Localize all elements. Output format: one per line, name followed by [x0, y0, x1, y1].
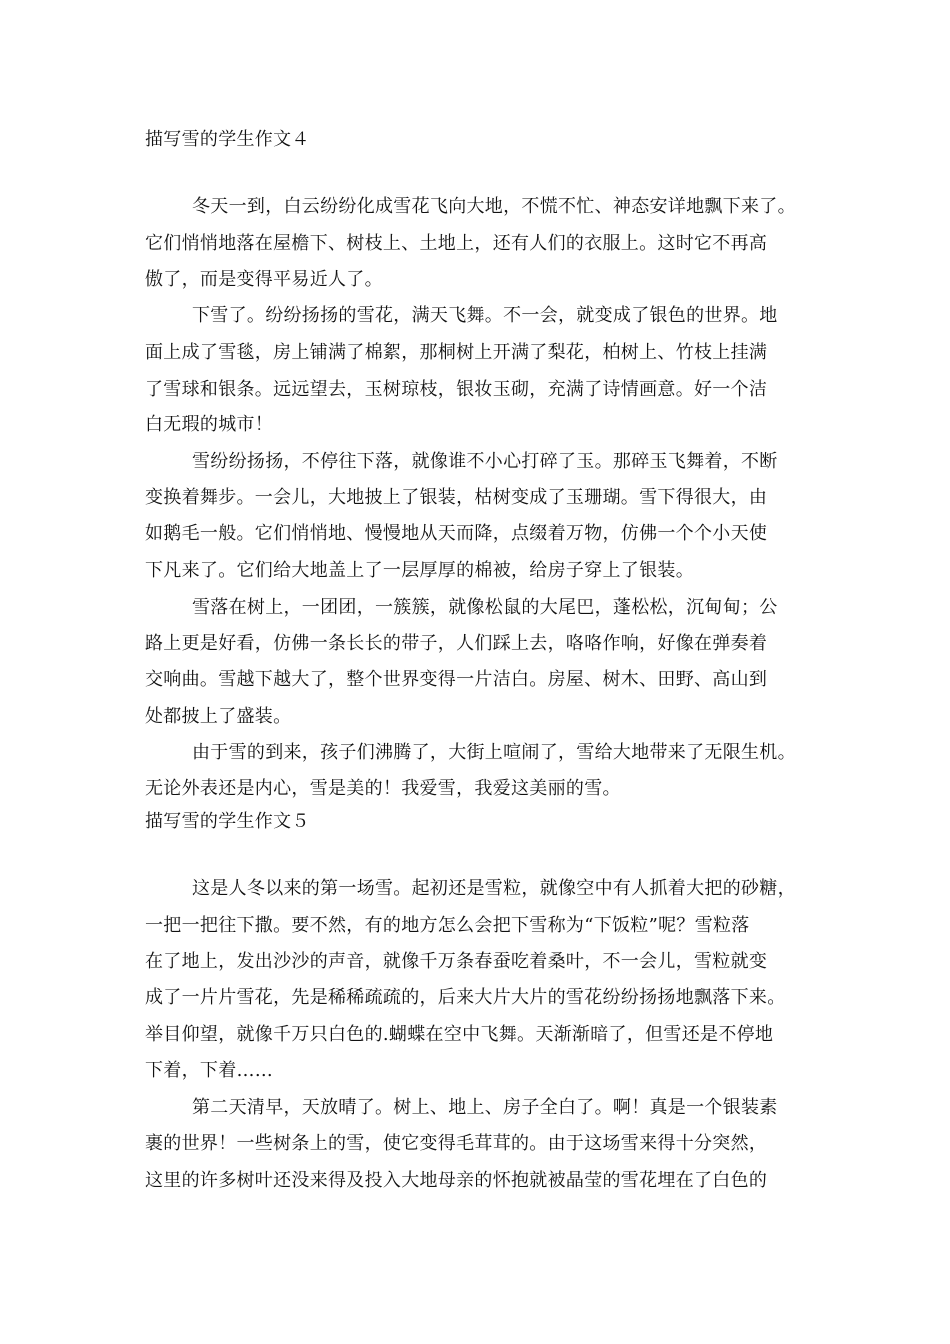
essay-5-line-5: 举目仰望，就像千万只白色的.蝴蝶在空中飞舞。天渐渐暗了，但雪还是不停地	[145, 1024, 774, 1045]
essay-4-line-9: 变换着舞步。一会儿，大地披上了银装，枯树变成了玉珊瑚。雪下得很大，由	[145, 487, 768, 508]
essay-4-line-4: 下雪了。纷纷扬扬的雪花，满天飞舞。不一会，就变成了银色的世界。地	[192, 305, 778, 326]
essay-4-line-6: 了雪球和银条。远远望去，玉树琼枝，银妆玉砌，充满了诗情画意。好一个洁	[145, 379, 768, 400]
essay-4-line-13: 路上更是好看，仿佛一条长长的带子，人们踩上去，咯咯作响，好像在弹奏着	[145, 633, 768, 654]
essay-5-line-8: 裹的世界！一些树条上的雪，使它变得毛茸茸的。由于这场雪来得十分突然，	[145, 1133, 768, 1154]
essay-4-line-12: 雪落在树上，一团团，一簇簇，就像松鼠的大尾巴，蓬松松，沉甸甸；公	[192, 597, 778, 618]
essay-5-line-9: 这里的许多树叶还没来得及投入大地母亲的怀抱就被晶莹的雪花埋在了白色的	[145, 1170, 768, 1191]
essay-4-title: 描写雪的学生作文４	[145, 129, 310, 150]
essay-5-line-7: 第二天清早，天放晴了。树上、地上、房子全白了。啊！真是一个银装素	[192, 1097, 778, 1118]
essay-5-title: 描写雪的学生作文５	[145, 811, 310, 832]
essay-4-line-5: 面上成了雪毯，房上铺满了棉絮，那桐树上开满了梨花，柏树上、竹枝上挂满	[145, 342, 768, 363]
essay-4-line-3: 傲了，而是变得平易近人了。	[145, 269, 383, 290]
essay-4-line-1: 冬天一到，白云纷纷化成雪花飞向大地，不慌不忙、神态安详地飘下来了。	[192, 196, 796, 217]
essay-4-line-2: 它们悄悄地落在屋檐下、树枝上、土地上，还有人们的衣服上。这时它不再高	[145, 233, 768, 254]
essay-4-line-11: 下凡来了。它们给大地盖上了一层厚厚的棉被，给房子穿上了银装。	[145, 560, 694, 581]
essay-4-line-14: 交响曲。雪越下越大了，整个世界变得一片洁白。房屋、树木、田野、高山到	[145, 669, 768, 690]
essay-5-line-6: 下着，下着……	[145, 1060, 274, 1081]
essay-5-line-2: 一把一把往下撒。要不然，有的地方怎么会把下雪称为“下饭粒”呢？雪粒落	[145, 915, 750, 936]
essay-5-line-4: 成了一片片雪花，先是稀稀疏疏的，后来大片大片的雪花纷纷扬扬地飘落下来。	[145, 987, 786, 1008]
essay-4-line-15: 处都披上了盛装。	[145, 706, 292, 727]
essay-4-line-17: 无论外表还是内心，雪是美的！我爱雪，我爱这美丽的雪。	[145, 778, 621, 799]
essay-5-line-1: 这是人冬以来的第一场雪。起初还是雪粒，就像空中有人抓着大把的砂糖，	[192, 878, 796, 899]
essay-4-line-7: 白无瑕的城市！	[145, 414, 274, 435]
essay-4-line-16: 由于雪的到来，孩子们沸腾了，大街上喧闹了，雪给大地带来了无限生机。	[192, 742, 796, 763]
essay-4-line-10: 如鹅毛一般。它们悄悄地、慢慢地从天而降，点缀着万物，仿佛一个个小天使	[145, 523, 768, 544]
essay-5-line-3: 在了地上，发出沙沙的声音，就像千万条春蚕吃着桑叶，不一会儿，雪粒就变	[145, 951, 768, 972]
essay-4-line-8: 雪纷纷扬扬，不停往下落，就像谁不小心打碎了玉。那碎玉飞舞着，不断	[192, 451, 778, 472]
